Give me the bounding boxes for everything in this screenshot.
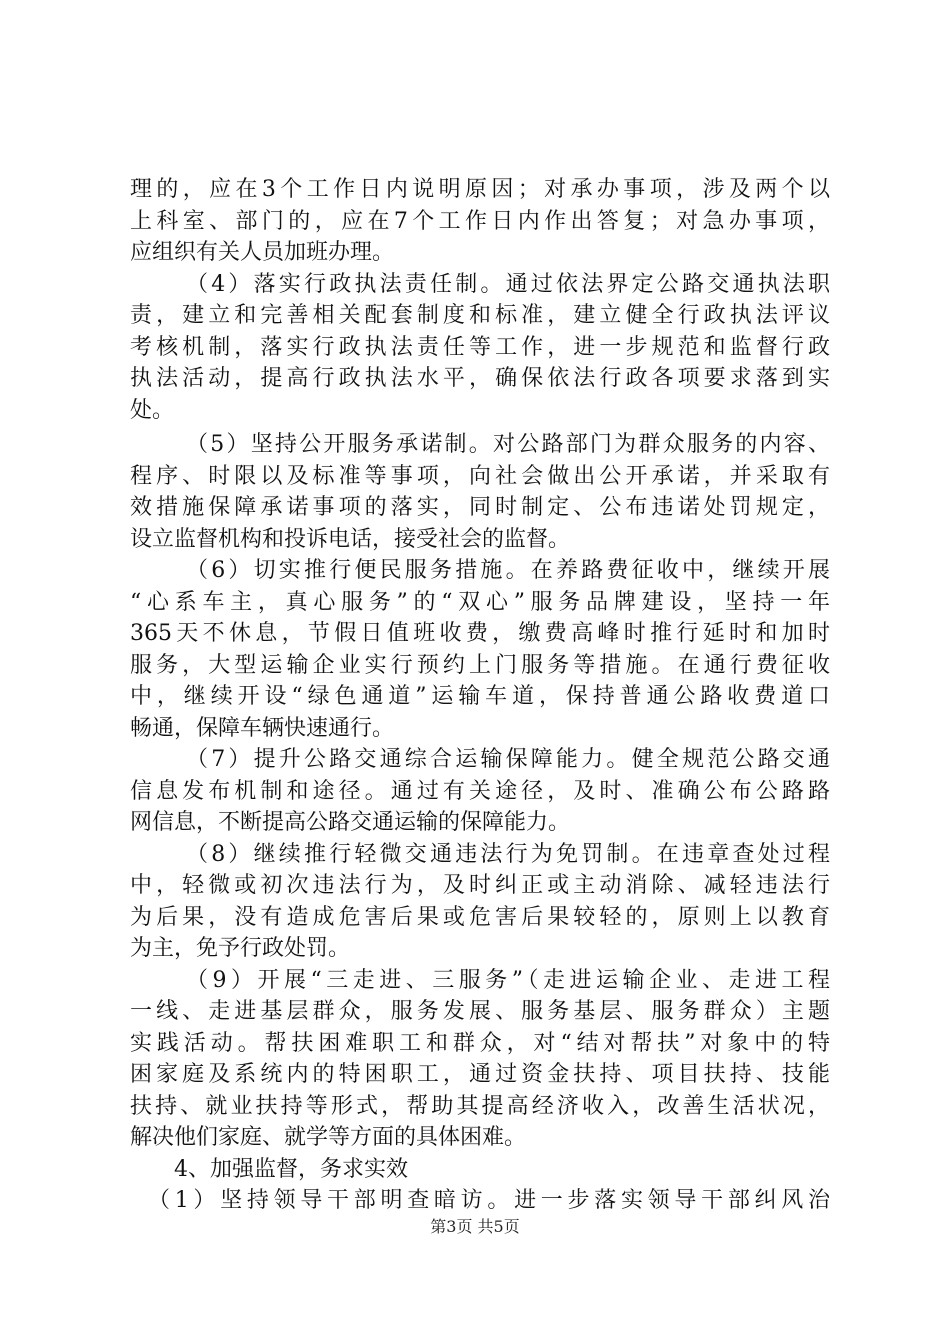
document-body — [130, 174, 830, 1217]
text-line: 处。 — [130, 397, 175, 423]
text-line: 理的，应在3个工作日内说明原因；对承办事项，涉及两个以 — [130, 177, 830, 202]
text-line: 服务，大型运输企业实行预约上门服务等措施。在通行费征收 — [130, 652, 830, 678]
text-line: “心系车主，真心服务”的“双心”服务品牌建设，坚持一年 — [130, 589, 830, 615]
text-line: 困家庭及系统内的特困职工，通过资金扶持、项目扶持、技能 — [130, 1062, 830, 1087]
text-line: 上科室、部门的，应在7个工作日内作出答复；对急办事项， — [130, 208, 830, 234]
text-line: 365天不休息，节假日值班收费，缴费高峰时推行延时和加时 — [130, 621, 830, 646]
paragraph-4-heading-line: （4）落实行政执法责任制。通过依法界定公路交通执法职 — [186, 271, 830, 297]
text-line: 应组织有关人员加班办理。 — [130, 240, 395, 265]
text-line: 解决他们家庭、就学等方面的具体困难。 — [130, 1125, 527, 1150]
subsection-1-heading-line: （1）坚持领导干部明查暗访。进一步落实领导干部纠风治 — [148, 1188, 830, 1213]
text-line: 网信息，不断提高公路交通运输的保障能力。 — [130, 810, 571, 835]
text-line: 效措施保障承诺事项的落实，同时制定、公布违诺处罚规定， — [130, 495, 830, 520]
text-line: 畅通，保障车辆快速通行。 — [130, 715, 395, 741]
text-line: 实践活动。帮扶困难职工和群众，对“结对帮扶”对象中的特 — [130, 1030, 830, 1056]
text-line: 中，继续开设“绿色通道”运输车道，保持普通公路收费道口 — [130, 684, 830, 709]
text-line: 执法活动，提高行政执法水平，确保依法行政各项要求落到实 — [130, 366, 830, 391]
paragraph-9-heading-line: （9）开展“三走进、三服务”（走进运输企业、走进工程 — [186, 967, 830, 993]
text-line: 程序、时限以及标准等事项，向社会做出公开承诺，并采取有 — [130, 463, 830, 489]
text-line: 责，建立和完善相关配套制度和标准，建立健全行政执法评议 — [130, 303, 830, 328]
text-line: 扶持、就业扶持等形式，帮助其提高经济收入，改善生活状况， — [130, 1093, 830, 1119]
text-line: 为主，免予行政处罚。 — [130, 936, 351, 961]
text-line: 设立监督机构和投诉电话，接受社会的监督。 — [130, 526, 571, 552]
text-line: 一线、走进基层群众，服务发展、服务基层、服务群众）主题 — [130, 999, 830, 1024]
paragraph-5-heading-line: （5）坚持公开服务承诺制。对公路部门为群众服务的内容、 — [186, 432, 830, 457]
text-line: 考核机制，落实行政执法责任等工作，进一步规范和监督行政 — [130, 334, 830, 360]
page-number-footer: 第3页 共5页 — [430, 1217, 520, 1236]
paragraph-8-heading-line: （8）继续推行轻微交通违法行为免罚制。在违章查处过程 — [186, 841, 830, 867]
text-line: 中，轻微或初次违法行为，及时纠正或主动消除、减轻违法行 — [130, 873, 830, 898]
section-heading-4: 4、加强监督，务求实效 — [174, 1156, 408, 1182]
text-line: 信息发布机制和途径。通过有关途径，及时、准确公布公路路 — [130, 778, 830, 804]
paragraph-6-heading-line: （6）切实推行便民服务措施。在养路费征收中，继续开展 — [186, 558, 830, 583]
text-line: 为后果，没有造成危害后果或危害后果较轻的，原则上以教育 — [130, 904, 830, 930]
paragraph-7-heading-line: （7）提升公路交通综合运输保障能力。健全规范公路交通 — [186, 747, 830, 772]
